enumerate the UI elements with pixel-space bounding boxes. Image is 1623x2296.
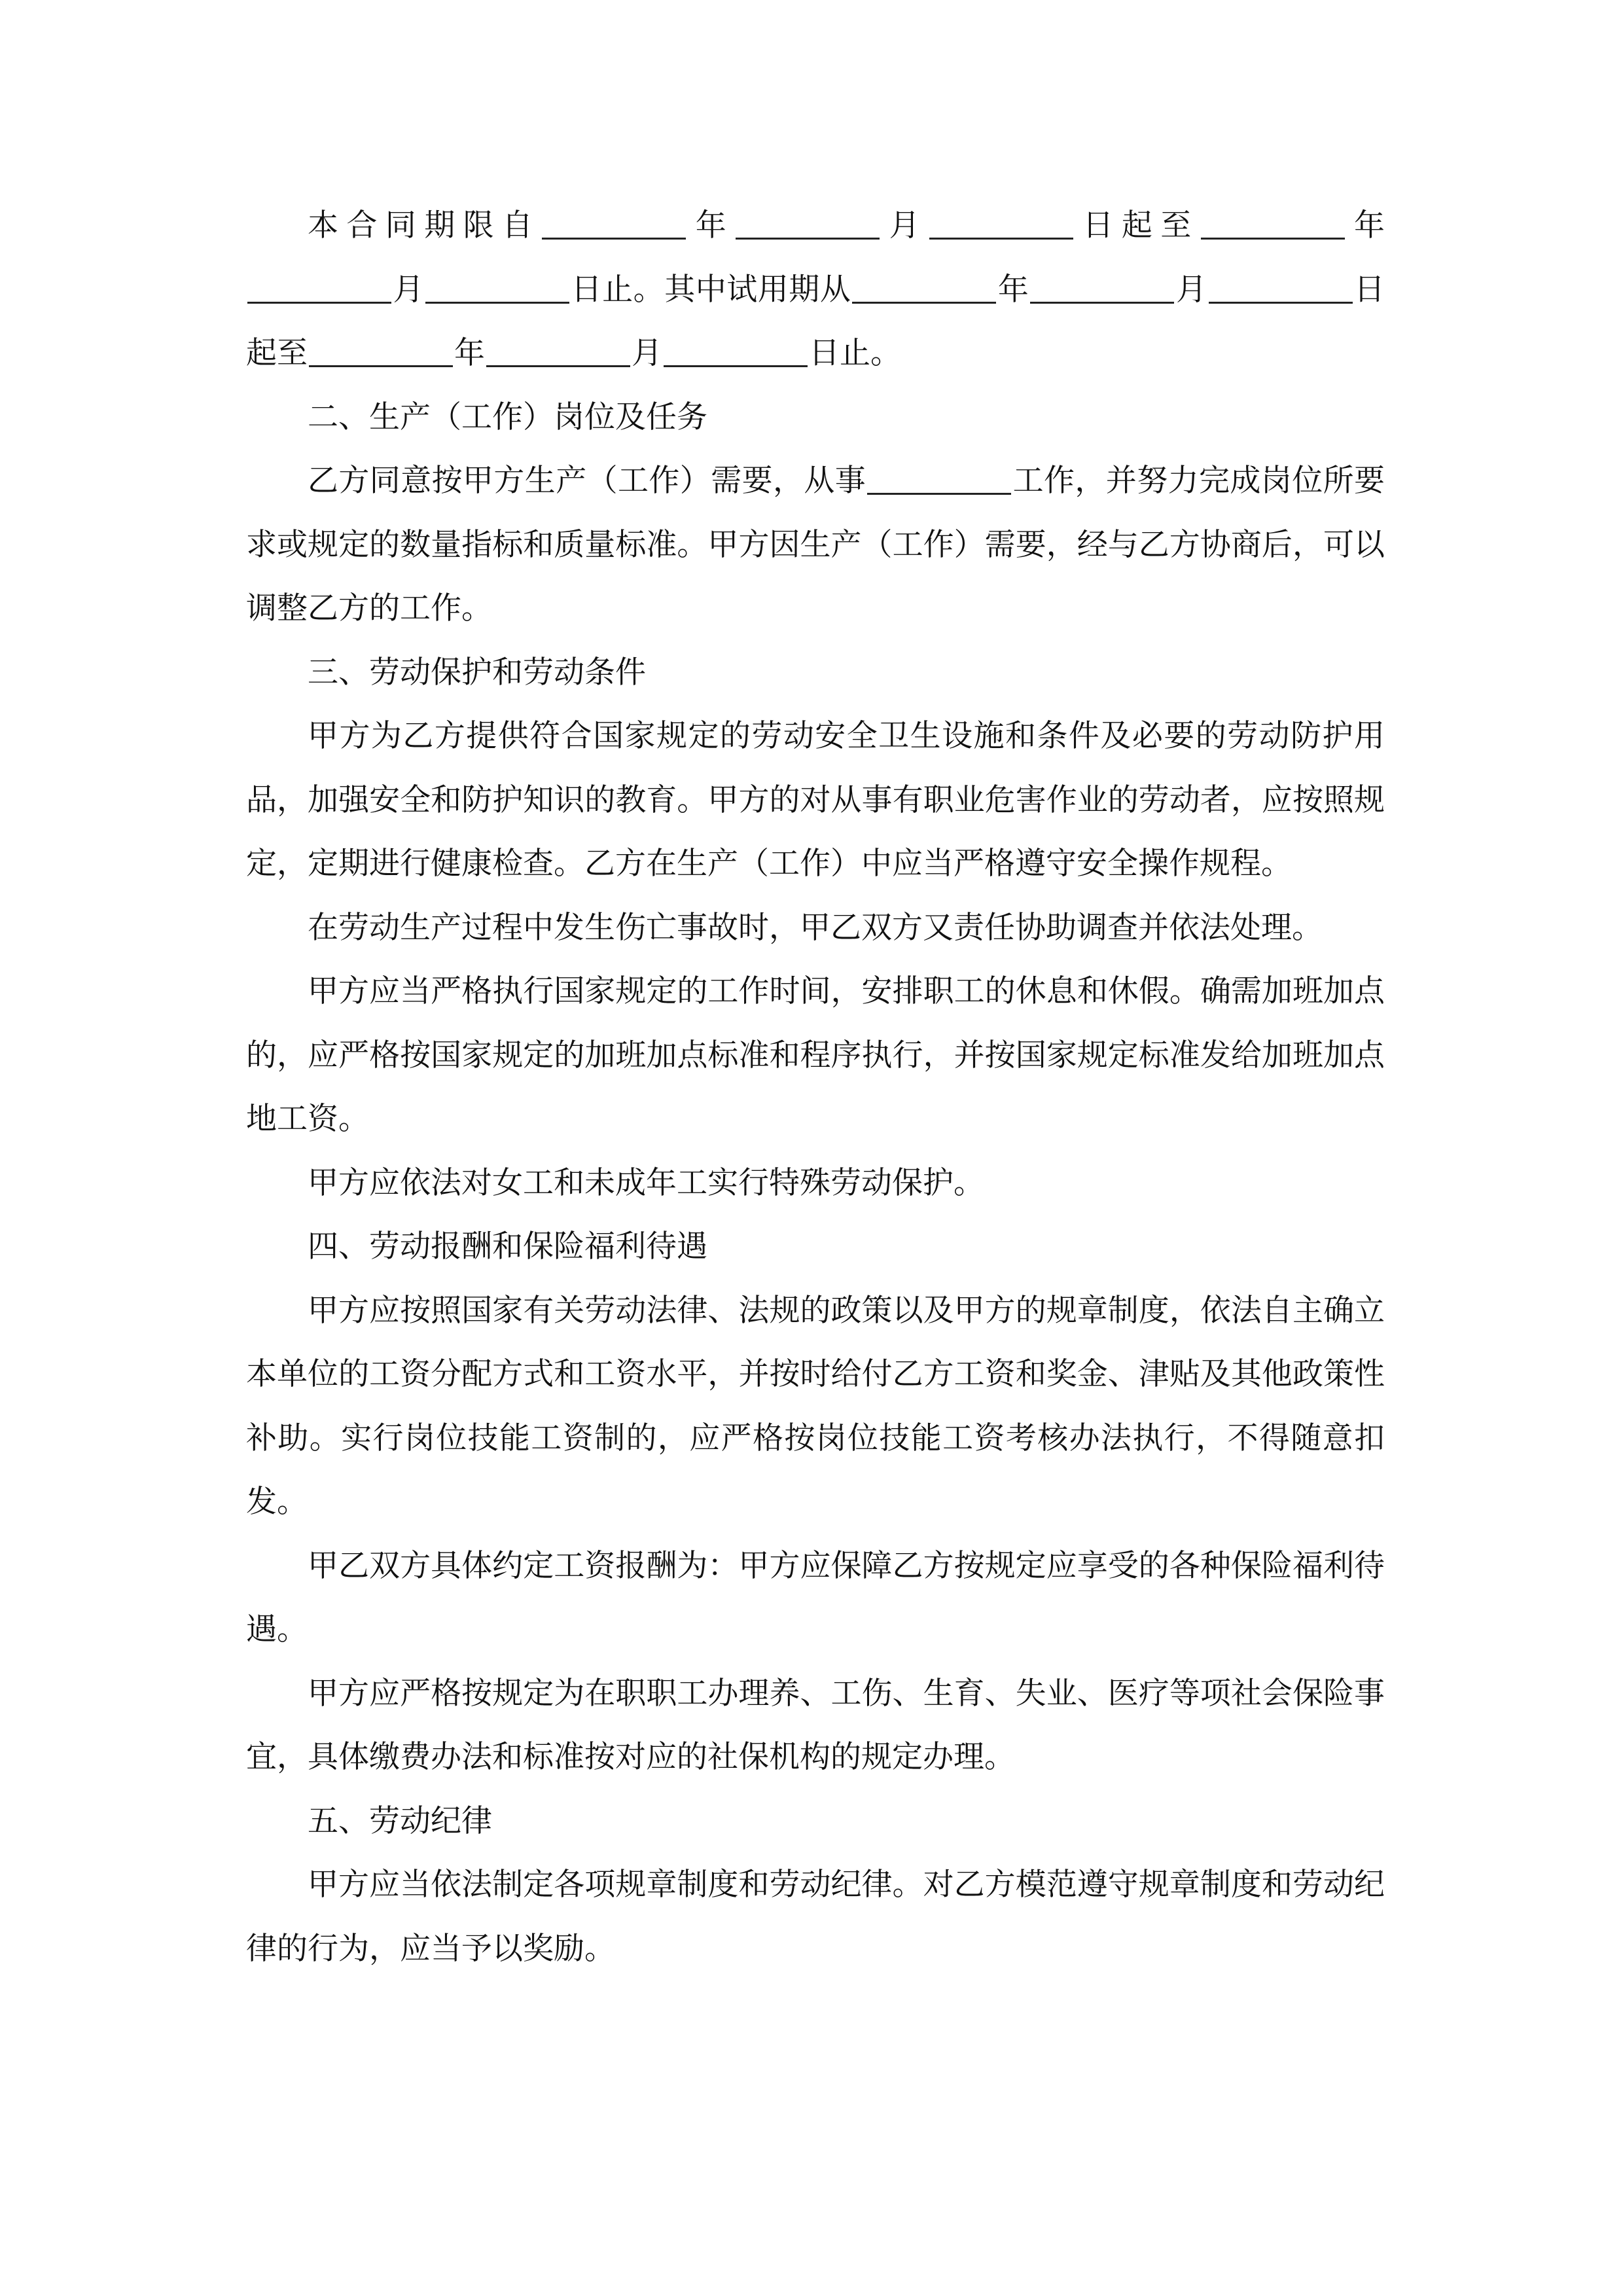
year-label: 年 [454,335,485,371]
section-4-paragraph-2: 甲乙双方具体约定工资报酬为：甲方应保障乙方按规定应享受的各种保险福利待遇。 [246,1547,1385,1647]
blank-probation-end-month[interactable] [486,334,630,367]
section-4-heading: 四、劳动报酬和保险福利待遇 [308,1229,707,1265]
section-5-heading: 五、劳动纪律 [308,1803,492,1839]
contract-page [246,194,1385,1981]
day-end-label: 日止。 [809,335,901,371]
section-2-text-a: 乙方同意按甲方生产（工作）需要，从事 [308,463,866,499]
blank-start-day[interactable] [929,207,1073,240]
blank-probation-start-month[interactable] [1030,271,1174,304]
section-3-heading: 三、劳动保护和劳动条件 [308,654,646,691]
section-2-heading: 二、生产（工作）岗位及任务 [308,399,707,435]
section-3-paragraph-1: 甲方为乙方提供符合国家规定的劳动安全卫生设施和条件及必要的劳动防护用品，加强安全和防护知识的教育。甲方的对从事有职业危害作业的劳动者，应按照规定，定期进行健康检查。乙方在生产（工作）中应当严格遵守安全操作规程。 [246,718,1385,882]
blank-end-day[interactable] [425,271,569,304]
blank-probation-start-year[interactable] [852,271,996,304]
blank-end-year[interactable] [1201,207,1345,240]
month-label: 月 [632,335,662,371]
day-from-label: 日起至 [246,271,1385,371]
year-label: 年 [997,271,1029,308]
year-label: 年 [1346,207,1385,243]
blank-job-title[interactable] [867,462,1011,495]
section-3-paragraph-2: 在劳动生产过程中发生伤亡事故时，甲乙双方又责任协助调查并依法处理。 [308,909,1323,946]
month-label: 月 [1175,271,1207,308]
probation-label: 其中试用期从 [664,271,851,308]
blank-start-month[interactable] [736,207,880,240]
blank-probation-start-day[interactable] [1209,271,1353,304]
section-4-paragraph-3: 甲方应严格按规定为在职职工办理养、工伤、生育、失业、医疗等项社会保险事宜，具体缴费办法和标准按对应的社保机构的规定办理。 [246,1675,1385,1775]
day-end-label: 日止。 [571,271,665,308]
section-3-paragraph-3: 甲方应当严格执行国家规定的工作时间，安排职工的休息和休假。确需加班加点的，应严格按国家规定的加班加点标准和程序执行，并按国家规定标准发给加班加点地工资。 [246,973,1385,1137]
section-5-paragraph-1: 甲方应当依法制定各项规章制度和劳动纪律。对乙方模范遵守规章制度和劳动纪律的行为，应当予以奖励。 [246,1867,1385,1967]
term-paragraph [246,194,1385,386]
blank-probation-end-day[interactable] [664,334,808,367]
section-3-paragraph-4: 甲方应依法对女工和未成年工实行特殊劳动保护。 [308,1164,984,1201]
term-start-label: 本合同期限自 [308,207,541,243]
year-label: 年 [687,207,735,243]
section-2-paragraph [246,449,1385,641]
blank-start-year[interactable] [542,207,686,240]
section-2-text-b: 工作，并努力完成岗位所要求或规定的数量指标和质量标准。甲方因生产（工作）需要，经与乙方协商后，可以调整乙方的工作。 [246,463,1385,626]
month-label: 月 [393,271,425,308]
day-from-label: 日起至 [1075,207,1200,243]
blank-probation-end-year[interactable] [309,334,453,367]
blank-end-month[interactable] [247,271,391,304]
section-4-paragraph-1: 甲方应按照国家有关劳动法律、法规的政策以及甲方的规章制度，依法自主确立本单位的工资分配方式和工资水平，并按时给付乙方工资和奖金、津贴及其他政策性补助。实行岗位技能工资制的，应严格按岗位技能工资考核办法执行，不得随意扣发。 [246,1292,1385,1520]
month-label: 月 [881,207,929,243]
